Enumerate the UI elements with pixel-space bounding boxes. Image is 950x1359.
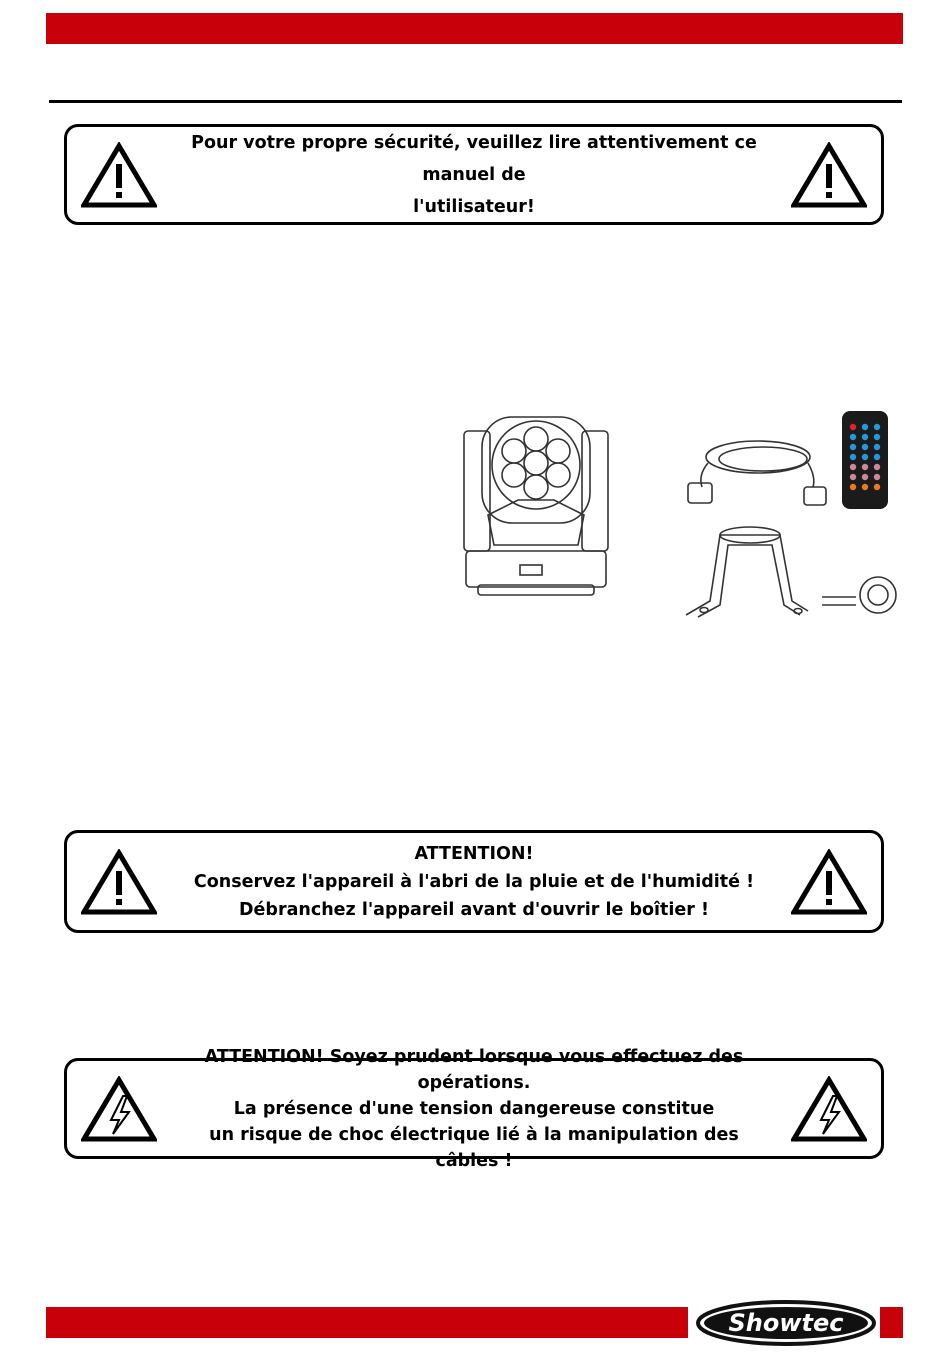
mounting-bracket-image (686, 527, 896, 617)
footer-bar-end (880, 1307, 903, 1338)
footer-bar (46, 1307, 688, 1338)
attention-notice-box (64, 830, 884, 933)
attention-heading: ATTENTION! (414, 843, 534, 864)
exclamation-triangle-icon (791, 142, 867, 208)
moving-head-fixture-image (464, 417, 608, 595)
high-voltage-triangle-icon (791, 1076, 867, 1142)
header-bar (46, 13, 903, 44)
safety-notice-line: Pour votre propre sécurité, veuillez lire attentivement ce manuel de (191, 132, 757, 185)
safety-notice-line: l'utilisateur! (413, 196, 535, 217)
electric-shock-notice-box (64, 1046, 884, 1171)
remote-control-image (842, 411, 888, 509)
header-rule (49, 100, 902, 103)
exclamation-triangle-icon (81, 849, 157, 915)
attention-line: Conservez l'appareil à l'abri de la pluie et de l'humidité ! (193, 871, 755, 892)
product-contents-illustration (458, 405, 928, 635)
shock-warning-line: un risque de choc électrique lié à la manipulation des câbles ! (209, 1124, 739, 1171)
logo-text: Showtec (728, 1309, 844, 1337)
showtec-logo (695, 1299, 877, 1347)
shock-warning-line: ATTENTION! Soyez prudent lorsque vous effectuez des opérations. (204, 1046, 744, 1093)
attention-line: Débranchez l'appareil avant d'ouvrir le boîtier ! (239, 899, 709, 920)
exclamation-triangle-icon (81, 142, 157, 208)
exclamation-triangle-icon (791, 849, 867, 915)
shock-warning-line: La présence d'une tension dangereuse constitue (233, 1098, 715, 1119)
safety-notice-box (64, 124, 884, 225)
high-voltage-triangle-icon (81, 1076, 157, 1142)
power-cable-image (688, 441, 826, 505)
